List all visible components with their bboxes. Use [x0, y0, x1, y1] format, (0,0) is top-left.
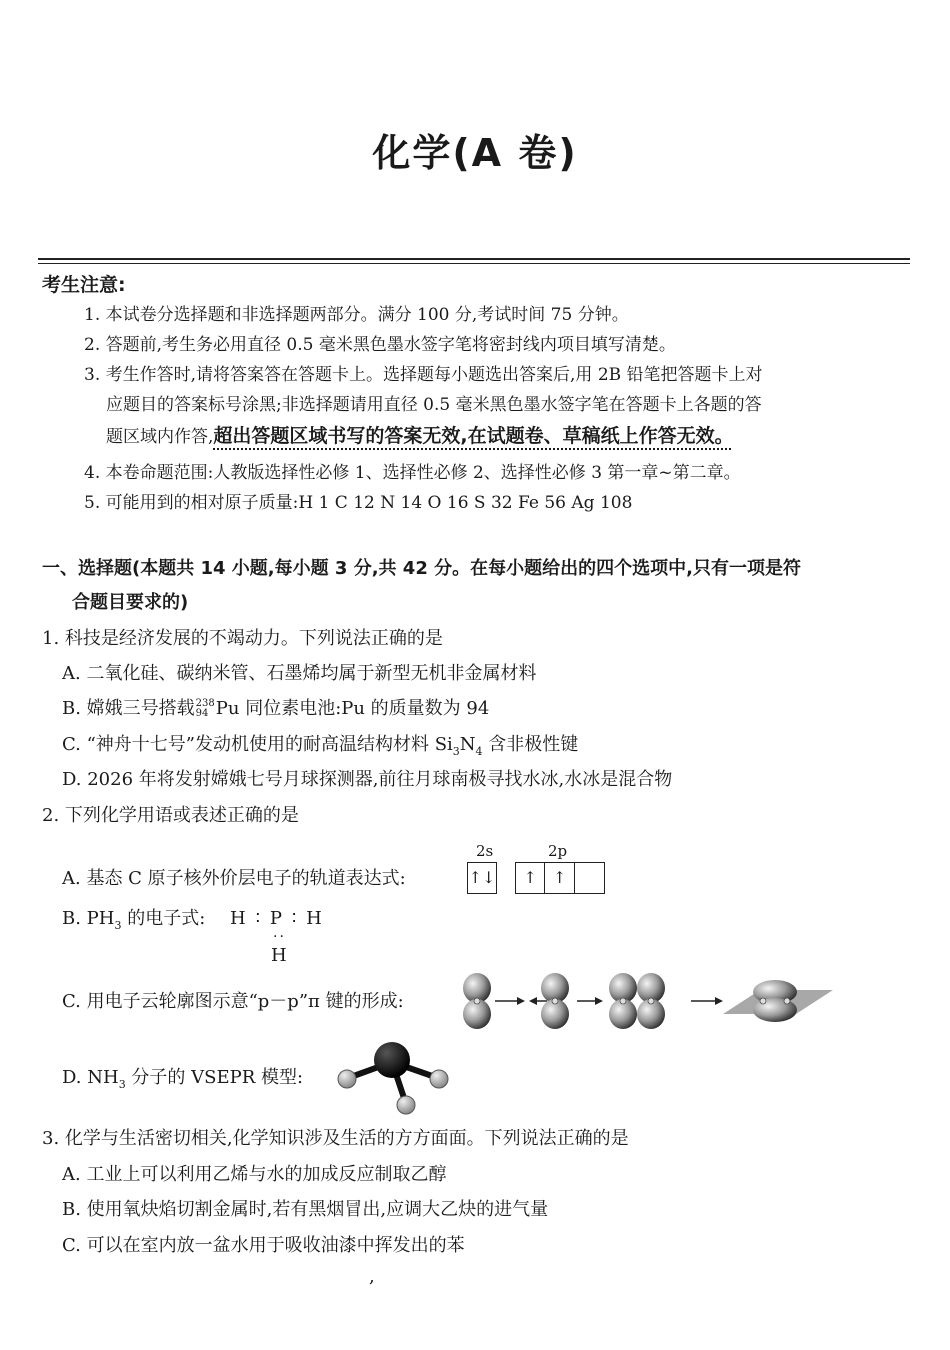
q1-option-a: A. 二氧化硅、碳纳米管、石墨烯均属于新型无机非金属材料 [62, 663, 537, 684]
notice-emphasis: 超出答题区域书写的答案无效,在试题卷、草稿纸上作答无效。 [213, 425, 734, 447]
q1-option-c-sub1: 3 [452, 745, 460, 758]
notice-item-3-cont: 应题目的答案标号涂黑;非选择题请用直径 0.5 毫米黑色墨水签字笔在答题卡上各题的答 [106, 395, 762, 415]
q3-option-b: B. 使用氧炔焰切割金属时,若有黑烟冒出,应调大乙炔的进气量 [62, 1199, 549, 1220]
notice-item-5: 5. 可能用到的相对原子质量:H 1 C 12 N 14 O 16 S 32 Fe 56 Ag 108 [84, 493, 633, 513]
nitrogen-atom [374, 1042, 410, 1078]
notice-item-2: 2. 答题前,考生务必用直径 0.5 毫米黑色墨水签字笔将密封线内项目填写清楚。 [84, 335, 676, 355]
notice-item-1: 1. 本试卷分选择题和非选择题两部分。满分 100 分,考试时间 75 分钟。 [84, 305, 629, 325]
orbital-diagram [467, 862, 605, 894]
q1-option-b [62, 692, 489, 726]
header-rule [38, 258, 910, 260]
q1-option-c-post: 含非极性键 [482, 734, 579, 755]
q2-option-d-pre: D. NH [62, 1067, 119, 1088]
electron-pair-dots: ·· [273, 929, 286, 945]
orbital-box-2p-1 [515, 862, 545, 894]
q3-option-a: A. 工业上可以利用乙烯与水的加成反应制取乙醇 [62, 1164, 447, 1185]
q2-option-a: A. 基态 C 原子核外价层电子的轨道表达式: [62, 868, 406, 889]
q3-stem: 3. 化学与生活密切相关,化学知识涉及生活的方方面面。下列说法正确的是 [42, 1128, 629, 1149]
nuclide-notation [196, 699, 215, 719]
q1-option-d: D. 2026 年将发射嫦娥七号月球探测器,前往月球南极寻找水冰,水冰是混合物 [62, 769, 673, 790]
mass-number: 238 [195, 698, 215, 709]
q3-option-c: C. 可以在室内放一盆水用于吸收油漆中挥发出的苯 [62, 1235, 465, 1256]
section-heading-line2: 合题目要求的) [72, 592, 189, 613]
orbital-label-2s: 2s [476, 842, 494, 860]
orbital-box-2s: ↑↓ [467, 862, 497, 894]
notice-item-3-tail: 题区域内作答, [106, 427, 214, 447]
q1-option-c-mid: N [459, 734, 476, 755]
hydrogen-atom [430, 1070, 448, 1088]
q2-option-b [62, 902, 205, 938]
page-mark: , [369, 1266, 375, 1287]
electron-formula: H ∶ P ∶ H [230, 908, 322, 929]
hydrogen-right: H [306, 908, 322, 929]
p-orbitals-overlapping [609, 973, 665, 1029]
atomic-number: 94 [195, 708, 209, 719]
header-rule-thin [38, 263, 910, 264]
nh3-vsepr-model [334, 1040, 454, 1118]
q2-stem: 2. 下列化学用语或表述正确的是 [42, 805, 299, 826]
phosphorus: P [269, 908, 282, 929]
q2-option-c: C. 用电子云轮廓图示意“p－p”π 键的形成: [62, 991, 404, 1012]
orbital-box-2p-3 [575, 862, 605, 894]
electron-up-arrow: ↑ [552, 868, 567, 887]
orbital-label-2p: 2p [548, 842, 568, 860]
q2-option-b-mid: 的电子式: [121, 908, 206, 929]
electron-up-arrow: ↑ [523, 868, 537, 887]
hydrogen-bottom: H [271, 945, 287, 966]
notice-item-4: 4. 本卷命题范围:人教版选择性必修 1、选择性必修 2、选择性必修 3 第一章~第二章。 [84, 463, 741, 483]
q1-option-b-post: Pu 同位素电池:Pu 的质量数为 94 [215, 698, 490, 719]
orbital-box-2p-2 [545, 862, 575, 894]
q2-option-d [62, 1061, 303, 1097]
page-title: 化学(A 卷) [372, 131, 578, 175]
q1-option-c-pre: C. “神舟十七号”发动机使用的耐高温结构材料 Si [62, 734, 453, 755]
q1-option-c-sub2: 4 [475, 745, 483, 758]
pi-bond-formation-diagram [455, 970, 840, 1032]
notice-item-3-last [106, 421, 734, 452]
hydrogen-atom [397, 1096, 415, 1114]
q1-option-c [62, 728, 578, 764]
q2-option-d-post: 分子的 VSEPR 模型: [125, 1067, 304, 1088]
section-heading-line1: 一、选择题(本题共 14 小题,每小题 3 分,共 42 分。在每小题给出的四个选项中,只有一项是符 [42, 558, 801, 579]
q1-option-b-pre: B. 嫦娥三号搭载 [62, 698, 195, 719]
q2-option-b-sub: 3 [114, 919, 122, 932]
q2-option-d-sub: 3 [118, 1078, 126, 1091]
p-orbital-left [463, 973, 491, 1029]
hydrogen-atom [338, 1070, 356, 1088]
q1-stem: 1. 科技是经济发展的不竭动力。下列说法正确的是 [42, 628, 443, 649]
pi-bond [723, 980, 833, 1022]
notice-heading: 考生注意: [42, 274, 126, 296]
q2-option-b-pre: B. PH [62, 908, 115, 929]
section-heading [42, 552, 801, 620]
notice-item-3: 3. 考生作答时,请将答案答在答题卡上。选择题每小题选出答案后,用 2B 铅笔把答题卡上对 [84, 365, 763, 385]
hydrogen-left: H [230, 908, 246, 929]
